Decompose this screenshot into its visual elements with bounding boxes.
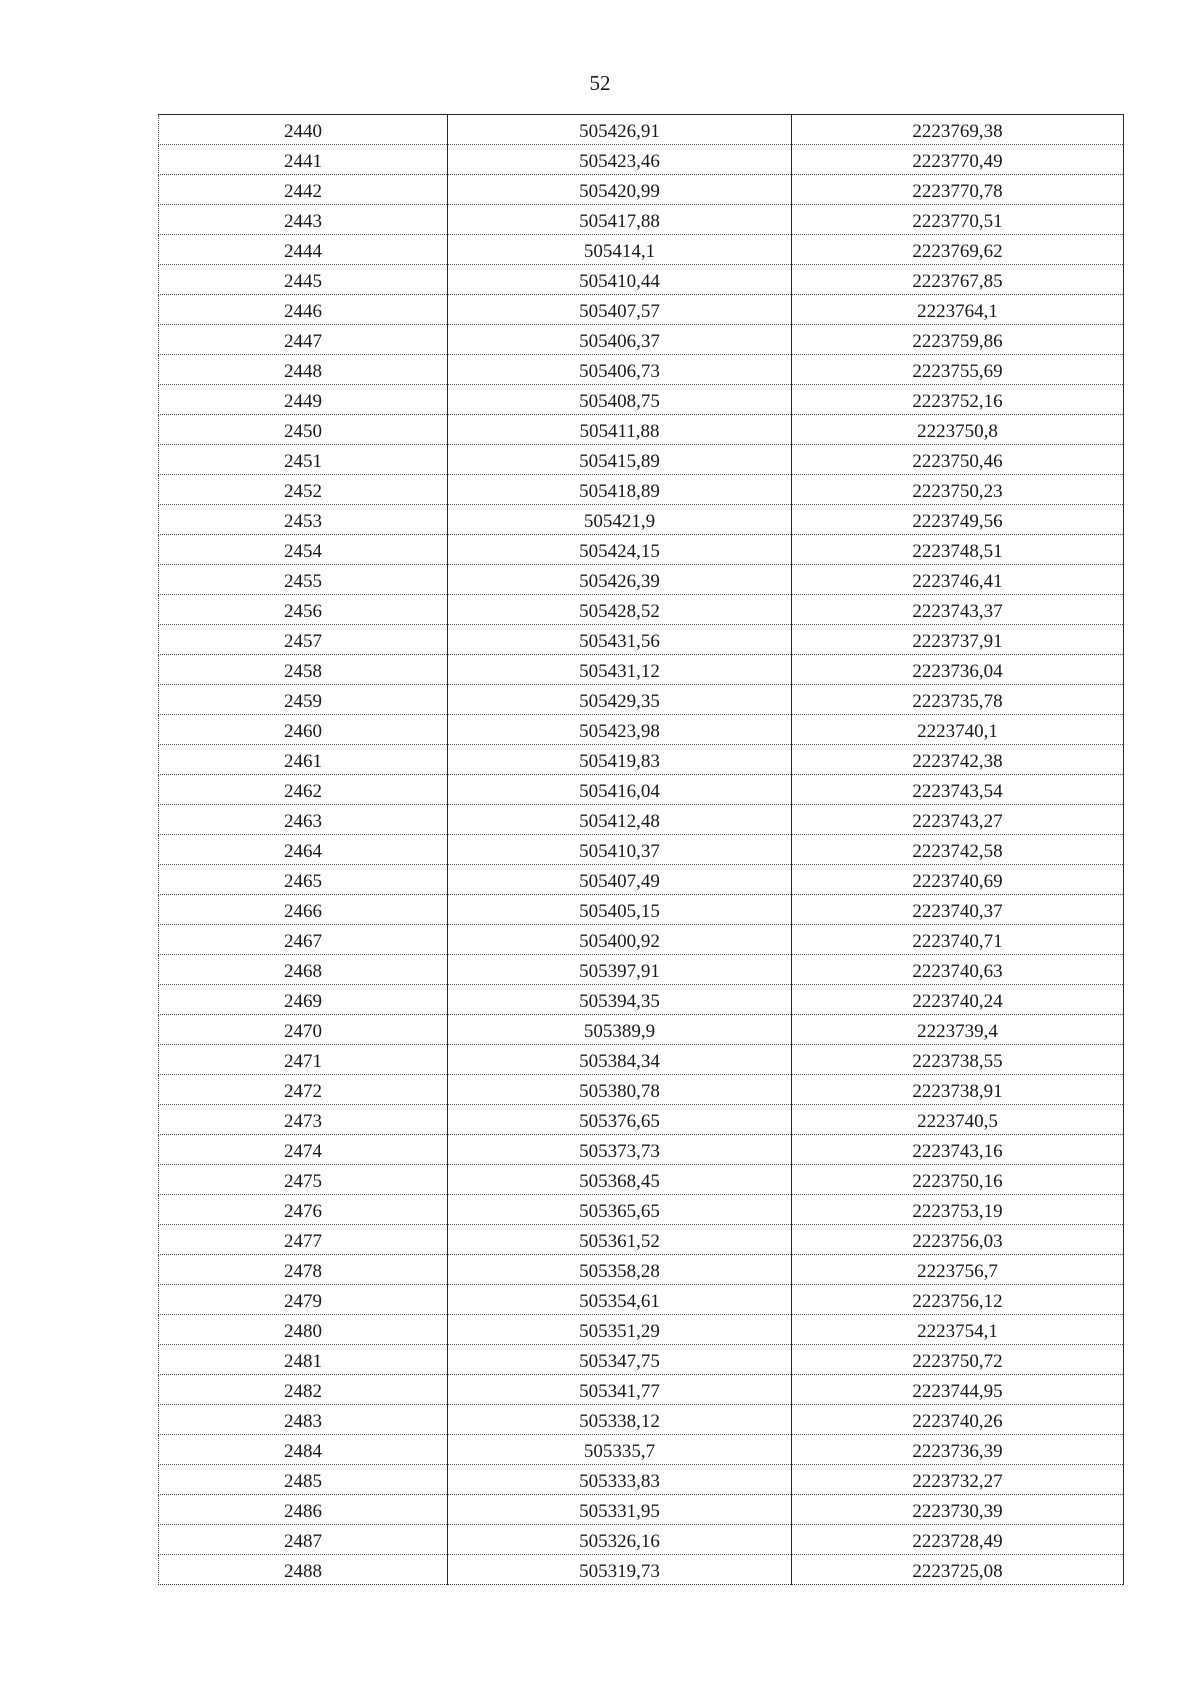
x-coordinate-cell: 505426,91	[448, 115, 792, 145]
point-number-cell: 2459	[159, 685, 448, 715]
y-coordinate-cell: 2223756,7	[792, 1255, 1124, 1285]
point-number-cell: 2479	[159, 1285, 448, 1315]
y-coordinate-cell: 2223740,24	[792, 985, 1124, 1015]
x-coordinate-cell: 505376,65	[448, 1105, 792, 1135]
table-row	[159, 835, 1124, 865]
point-number-cell: 2450	[159, 415, 448, 445]
x-coordinate-cell: 505412,48	[448, 805, 792, 835]
x-coordinate-cell: 505416,04	[448, 775, 792, 805]
y-coordinate-cell: 2223750,8	[792, 415, 1124, 445]
table-row	[159, 1105, 1124, 1135]
x-coordinate-cell: 505423,98	[448, 715, 792, 745]
y-coordinate-cell: 2223740,5	[792, 1105, 1124, 1135]
x-coordinate-cell: 505351,29	[448, 1315, 792, 1345]
y-coordinate-cell: 2223740,71	[792, 925, 1124, 955]
point-number-cell: 2472	[159, 1075, 448, 1105]
table-row	[159, 1165, 1124, 1195]
y-coordinate-cell: 2223769,38	[792, 115, 1124, 145]
y-coordinate-cell: 2223743,54	[792, 775, 1124, 805]
y-coordinate-cell: 2223730,39	[792, 1495, 1124, 1525]
x-coordinate-cell: 505429,35	[448, 685, 792, 715]
y-coordinate-cell: 2223736,39	[792, 1435, 1124, 1465]
table-row	[159, 1315, 1124, 1345]
point-number-cell: 2463	[159, 805, 448, 835]
x-coordinate-cell: 505400,92	[448, 925, 792, 955]
y-coordinate-cell: 2223770,51	[792, 205, 1124, 235]
y-coordinate-cell: 2223740,37	[792, 895, 1124, 925]
x-coordinate-cell: 505411,88	[448, 415, 792, 445]
point-number-cell: 2467	[159, 925, 448, 955]
point-number-cell: 2471	[159, 1045, 448, 1075]
y-coordinate-cell: 2223770,78	[792, 175, 1124, 205]
x-coordinate-cell: 505335,7	[448, 1435, 792, 1465]
x-coordinate-cell: 505407,57	[448, 295, 792, 325]
point-number-cell: 2485	[159, 1465, 448, 1495]
point-number-cell: 2448	[159, 355, 448, 385]
y-coordinate-cell: 2223732,27	[792, 1465, 1124, 1495]
point-number-cell: 2480	[159, 1315, 448, 1345]
point-number-cell: 2446	[159, 295, 448, 325]
y-coordinate-cell: 2223742,38	[792, 745, 1124, 775]
table-row	[159, 1555, 1124, 1585]
y-coordinate-cell: 2223756,12	[792, 1285, 1124, 1315]
coordinates-table	[158, 114, 1124, 1585]
table-row	[159, 1285, 1124, 1315]
x-coordinate-cell: 505421,9	[448, 505, 792, 535]
y-coordinate-cell: 2223736,04	[792, 655, 1124, 685]
x-coordinate-cell: 505394,35	[448, 985, 792, 1015]
x-coordinate-cell: 505361,52	[448, 1225, 792, 1255]
x-coordinate-cell: 505397,91	[448, 955, 792, 985]
point-number-cell: 2464	[159, 835, 448, 865]
table-row	[159, 115, 1124, 145]
table-row	[159, 1405, 1124, 1435]
x-coordinate-cell: 505418,89	[448, 475, 792, 505]
x-coordinate-cell: 505410,44	[448, 265, 792, 295]
point-number-cell: 2457	[159, 625, 448, 655]
y-coordinate-cell: 2223764,1	[792, 295, 1124, 325]
table-row	[159, 685, 1124, 715]
table-row	[159, 715, 1124, 745]
table-row	[159, 655, 1124, 685]
point-number-cell: 2469	[159, 985, 448, 1015]
table-row	[159, 1075, 1124, 1105]
table-row	[159, 475, 1124, 505]
x-coordinate-cell: 505423,46	[448, 145, 792, 175]
y-coordinate-cell: 2223752,16	[792, 385, 1124, 415]
table-row	[159, 775, 1124, 805]
y-coordinate-cell: 2223728,49	[792, 1525, 1124, 1555]
point-number-cell: 2476	[159, 1195, 448, 1225]
x-coordinate-cell: 505319,73	[448, 1555, 792, 1585]
point-number-cell: 2475	[159, 1165, 448, 1195]
x-coordinate-cell: 505406,73	[448, 355, 792, 385]
table-row	[159, 325, 1124, 355]
y-coordinate-cell: 2223743,16	[792, 1135, 1124, 1165]
table-row	[159, 985, 1124, 1015]
table-row	[159, 505, 1124, 535]
x-coordinate-cell: 505405,15	[448, 895, 792, 925]
table-row	[159, 385, 1124, 415]
y-coordinate-cell: 2223750,16	[792, 1165, 1124, 1195]
table-row	[159, 535, 1124, 565]
x-coordinate-cell: 505333,83	[448, 1465, 792, 1495]
table-row	[159, 745, 1124, 775]
x-coordinate-cell: 505407,49	[448, 865, 792, 895]
table-row	[159, 625, 1124, 655]
table-row	[159, 955, 1124, 985]
y-coordinate-cell: 2223740,69	[792, 865, 1124, 895]
point-number-cell: 2483	[159, 1405, 448, 1435]
x-coordinate-cell: 505415,89	[448, 445, 792, 475]
x-coordinate-cell: 505389,9	[448, 1015, 792, 1045]
x-coordinate-cell: 505341,77	[448, 1375, 792, 1405]
y-coordinate-cell: 2223737,91	[792, 625, 1124, 655]
y-coordinate-cell: 2223740,1	[792, 715, 1124, 745]
point-number-cell: 2449	[159, 385, 448, 415]
y-coordinate-cell: 2223748,51	[792, 535, 1124, 565]
point-number-cell: 2452	[159, 475, 448, 505]
x-coordinate-cell: 505368,45	[448, 1165, 792, 1195]
y-coordinate-cell: 2223750,46	[792, 445, 1124, 475]
x-coordinate-cell: 505406,37	[448, 325, 792, 355]
point-number-cell: 2468	[159, 955, 448, 985]
point-number-cell: 2482	[159, 1375, 448, 1405]
y-coordinate-cell: 2223753,19	[792, 1195, 1124, 1225]
x-coordinate-cell: 505326,16	[448, 1525, 792, 1555]
x-coordinate-cell: 505347,75	[448, 1345, 792, 1375]
x-coordinate-cell: 505358,28	[448, 1255, 792, 1285]
point-number-cell: 2465	[159, 865, 448, 895]
point-number-cell: 2440	[159, 115, 448, 145]
table-row	[159, 235, 1124, 265]
table-row	[159, 595, 1124, 625]
y-coordinate-cell: 2223767,85	[792, 265, 1124, 295]
point-number-cell: 2466	[159, 895, 448, 925]
table-row	[159, 355, 1124, 385]
table-row	[159, 445, 1124, 475]
y-coordinate-cell: 2223769,62	[792, 235, 1124, 265]
table-row	[159, 1195, 1124, 1225]
x-coordinate-cell: 505331,95	[448, 1495, 792, 1525]
x-coordinate-cell: 505384,34	[448, 1045, 792, 1075]
point-number-cell: 2451	[159, 445, 448, 475]
point-number-cell: 2461	[159, 745, 448, 775]
point-number-cell: 2455	[159, 565, 448, 595]
table-row	[159, 205, 1124, 235]
point-number-cell: 2454	[159, 535, 448, 565]
y-coordinate-cell: 2223746,41	[792, 565, 1124, 595]
table-row	[159, 1225, 1124, 1255]
y-coordinate-cell: 2223742,58	[792, 835, 1124, 865]
x-coordinate-cell: 505414,1	[448, 235, 792, 265]
table-row	[159, 1045, 1124, 1075]
point-number-cell: 2444	[159, 235, 448, 265]
point-number-cell: 2473	[159, 1105, 448, 1135]
point-number-cell: 2453	[159, 505, 448, 535]
table-row	[159, 1495, 1124, 1525]
point-number-cell: 2478	[159, 1255, 448, 1285]
x-coordinate-cell: 505380,78	[448, 1075, 792, 1105]
x-coordinate-cell: 505419,83	[448, 745, 792, 775]
y-coordinate-cell: 2223725,08	[792, 1555, 1124, 1585]
table-row	[159, 1345, 1124, 1375]
x-coordinate-cell: 505410,37	[448, 835, 792, 865]
point-number-cell: 2460	[159, 715, 448, 745]
table-row	[159, 1255, 1124, 1285]
x-coordinate-cell: 505338,12	[448, 1405, 792, 1435]
table-row	[159, 865, 1124, 895]
y-coordinate-cell: 2223750,23	[792, 475, 1124, 505]
point-number-cell: 2470	[159, 1015, 448, 1045]
y-coordinate-cell: 2223738,55	[792, 1045, 1124, 1075]
point-number-cell: 2445	[159, 265, 448, 295]
table-row	[159, 1525, 1124, 1555]
y-coordinate-cell: 2223770,49	[792, 145, 1124, 175]
table-row	[159, 265, 1124, 295]
point-number-cell: 2456	[159, 595, 448, 625]
point-number-cell: 2488	[159, 1555, 448, 1585]
x-coordinate-cell: 505373,73	[448, 1135, 792, 1165]
y-coordinate-cell: 2223759,86	[792, 325, 1124, 355]
y-coordinate-cell: 2223735,78	[792, 685, 1124, 715]
table-row	[159, 925, 1124, 955]
table-row	[159, 565, 1124, 595]
table-row	[159, 895, 1124, 925]
y-coordinate-cell: 2223749,56	[792, 505, 1124, 535]
table-row	[159, 805, 1124, 835]
point-number-cell: 2486	[159, 1495, 448, 1525]
table-row	[159, 1435, 1124, 1465]
x-coordinate-cell: 505431,12	[448, 655, 792, 685]
point-number-cell: 2458	[159, 655, 448, 685]
point-number-cell: 2462	[159, 775, 448, 805]
y-coordinate-cell: 2223740,63	[792, 955, 1124, 985]
x-coordinate-cell: 505424,15	[448, 535, 792, 565]
y-coordinate-cell: 2223750,72	[792, 1345, 1124, 1375]
y-coordinate-cell: 2223743,37	[792, 595, 1124, 625]
x-coordinate-cell: 505431,56	[448, 625, 792, 655]
table-row	[159, 1465, 1124, 1495]
point-number-cell: 2474	[159, 1135, 448, 1165]
point-number-cell: 2481	[159, 1345, 448, 1375]
y-coordinate-cell: 2223744,95	[792, 1375, 1124, 1405]
y-coordinate-cell: 2223738,91	[792, 1075, 1124, 1105]
point-number-cell: 2477	[159, 1225, 448, 1255]
point-number-cell: 2487	[159, 1525, 448, 1555]
coordinates-table-body	[159, 115, 1124, 1585]
x-coordinate-cell: 505354,61	[448, 1285, 792, 1315]
table-row	[159, 1135, 1124, 1165]
x-coordinate-cell: 505365,65	[448, 1195, 792, 1225]
x-coordinate-cell: 505420,99	[448, 175, 792, 205]
y-coordinate-cell: 2223739,4	[792, 1015, 1124, 1045]
point-number-cell: 2447	[159, 325, 448, 355]
table-row	[159, 1015, 1124, 1045]
point-number-cell: 2441	[159, 145, 448, 175]
point-number-cell: 2443	[159, 205, 448, 235]
y-coordinate-cell: 2223740,26	[792, 1405, 1124, 1435]
y-coordinate-cell: 2223756,03	[792, 1225, 1124, 1255]
table-row	[159, 145, 1124, 175]
table-row	[159, 1375, 1124, 1405]
point-number-cell: 2442	[159, 175, 448, 205]
y-coordinate-cell: 2223743,27	[792, 805, 1124, 835]
page-number: 52	[589, 71, 611, 95]
y-coordinate-cell: 2223755,69	[792, 355, 1124, 385]
point-number-cell: 2484	[159, 1435, 448, 1465]
x-coordinate-cell: 505426,39	[448, 565, 792, 595]
y-coordinate-cell: 2223754,1	[792, 1315, 1124, 1345]
x-coordinate-cell: 505408,75	[448, 385, 792, 415]
x-coordinate-cell: 505417,88	[448, 205, 792, 235]
table-row	[159, 415, 1124, 445]
table-row	[159, 175, 1124, 205]
x-coordinate-cell: 505428,52	[448, 595, 792, 625]
table-row	[159, 295, 1124, 325]
